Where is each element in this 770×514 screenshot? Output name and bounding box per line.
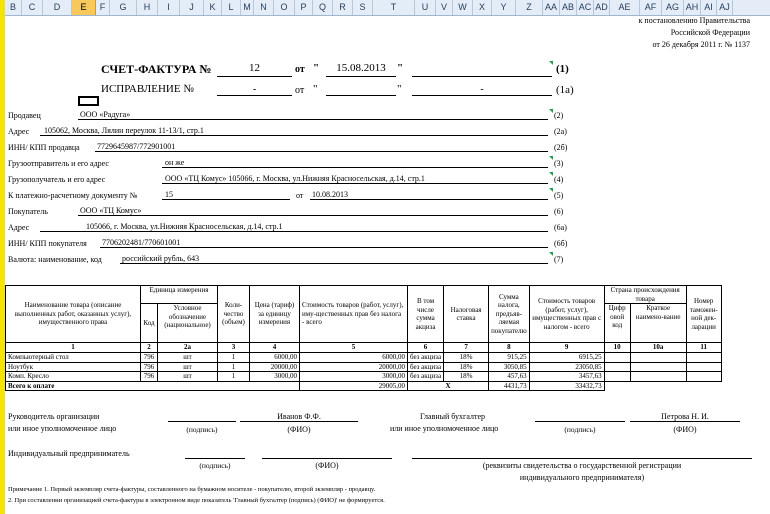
reference-line-2: Российской Федерации bbox=[670, 28, 750, 37]
payment-doc-value[interactable]: 15 bbox=[165, 190, 173, 199]
column-header-r[interactable]: R bbox=[333, 0, 353, 15]
buyer-address-label: Адрес bbox=[8, 223, 30, 232]
colnum-3: 3 bbox=[218, 343, 250, 353]
header-rate: Налоговая ставка bbox=[444, 286, 489, 343]
colnum-1: 1 bbox=[6, 343, 141, 353]
consignee-code: (4) bbox=[554, 175, 564, 184]
correction-quote-open: " bbox=[313, 83, 318, 95]
header-customs: Номер таможен-ной дек-ларации bbox=[686, 286, 721, 343]
buyer-address-value[interactable]: 105066, г. Москва, ул.Нижняя Красносельская, д.14, стр.1 bbox=[86, 222, 283, 231]
row-excise[interactable]: без акциза bbox=[408, 372, 444, 382]
row-rate[interactable]: 18% bbox=[444, 353, 489, 363]
correction-date-dash[interactable]: - bbox=[480, 84, 484, 95]
column-header-u[interactable]: U bbox=[415, 0, 436, 15]
header-unit-name: Условное обозначение (национальное) bbox=[158, 304, 218, 343]
head-sign-caption: (подпись) bbox=[186, 425, 218, 434]
total-cost[interactable]: 29005,00 bbox=[300, 381, 408, 391]
header-name: Наименование товара (описание выполненных работ, оказанных услуг), имущественного права bbox=[6, 286, 141, 343]
seller-inn-value[interactable]: 7729645987/772901001 bbox=[97, 142, 176, 151]
colnum-2: 2 bbox=[141, 343, 158, 353]
column-header-ab[interactable]: AB bbox=[560, 0, 577, 15]
column-header-l[interactable]: L bbox=[222, 0, 241, 15]
row-header-bar bbox=[0, 0, 5, 514]
column-header-m[interactable]: M bbox=[241, 0, 254, 15]
row-code[interactable]: 796 bbox=[141, 372, 158, 382]
row-name[interactable]: Ноутбук bbox=[6, 362, 141, 372]
shipper-label: Грузоотправитель и его адрес bbox=[8, 159, 109, 168]
correction-quote-close: " bbox=[397, 83, 402, 95]
correction-code: (1а) bbox=[556, 84, 574, 96]
accountant-fio-caption: (ФИО) bbox=[673, 425, 697, 434]
invoice-code: (1) bbox=[556, 63, 569, 75]
address-value[interactable]: 105062, Москва, Лялин переулок 11-13/1, стр.1 bbox=[44, 126, 204, 135]
seller-code: (2) bbox=[554, 111, 564, 120]
currency-label: Валюта: наименование, код bbox=[8, 255, 102, 264]
column-header-h[interactable]: H bbox=[137, 0, 158, 15]
column-header-d[interactable]: D bbox=[43, 0, 72, 15]
column-header-aa[interactable]: AA bbox=[543, 0, 560, 15]
invoice-number[interactable]: 12 bbox=[249, 62, 260, 74]
row-tax[interactable]: 3050,85 bbox=[489, 362, 530, 372]
currency-value[interactable]: российский рубль, 643 bbox=[122, 254, 200, 263]
column-header-s[interactable]: S bbox=[353, 0, 373, 15]
seller-value[interactable]: ООО «Радуга» bbox=[80, 110, 131, 119]
total-amount[interactable]: 33432,73 bbox=[529, 381, 604, 391]
total-excise: X bbox=[408, 381, 489, 391]
reference-line-1: к постановлению Правительства bbox=[638, 16, 750, 25]
shipper-value[interactable]: он же bbox=[165, 158, 185, 167]
column-header-j[interactable]: J bbox=[180, 0, 204, 15]
total-label: Всего к оплате bbox=[6, 381, 300, 391]
header-unit: Единица измерения bbox=[141, 286, 218, 304]
total-row[interactable] bbox=[6, 381, 722, 391]
column-header-p[interactable]: P bbox=[295, 0, 313, 15]
column-header-ag[interactable]: AG bbox=[662, 0, 684, 15]
ip-label: Индивидуальный предприниматель bbox=[8, 449, 130, 458]
row-cost[interactable]: 20000,00 bbox=[300, 362, 408, 372]
header-tax: Сумма налога, предъяв-ляемая покупателю bbox=[489, 286, 530, 343]
invoice-from-label: от bbox=[295, 64, 305, 75]
row-qty[interactable]: 1 bbox=[218, 353, 250, 363]
active-cell-cursor[interactable] bbox=[78, 96, 99, 106]
header-cost: Стоимость товаров (работ, услуг), иму-щественных прав без налога - всего bbox=[300, 286, 408, 343]
accountant-name[interactable]: Петрова Н. И. bbox=[661, 412, 709, 421]
row-unit[interactable]: шт bbox=[158, 372, 218, 382]
head-label-1: Руководитель организации bbox=[8, 412, 100, 421]
header-unit-code: Код bbox=[141, 304, 158, 343]
column-header-t[interactable]: T bbox=[373, 0, 415, 15]
seller-inn-code: (2б) bbox=[554, 143, 568, 152]
row-price[interactable]: 20000,00 bbox=[250, 362, 300, 372]
payment-doc-date[interactable]: 10.08.2013 bbox=[312, 190, 348, 199]
row-total[interactable]: 23050,85 bbox=[529, 362, 604, 372]
header-total: Стоимость товаров (работ, услуг), имущественных прав с налогом - всего bbox=[529, 286, 604, 343]
row-total[interactable]: 6915,25 bbox=[529, 353, 604, 363]
header-excise: В том числе сумма акциза bbox=[408, 286, 444, 343]
header-price: Цена (тариф) за единицу измерения bbox=[250, 286, 300, 343]
column-header-q[interactable]: Q bbox=[313, 0, 333, 15]
colnum-9: 9 bbox=[529, 343, 604, 353]
column-header-ac[interactable]: AC bbox=[577, 0, 594, 15]
row-excise[interactable]: без акциза bbox=[408, 353, 444, 363]
invoice-title: СЧЕТ-ФАКТУРА № bbox=[101, 62, 212, 76]
column-header-ae[interactable]: AE bbox=[610, 0, 640, 15]
row-excise[interactable]: без акциза bbox=[408, 362, 444, 372]
ip-cert-line-1: (реквизиты свидетельства о государственной регистрации bbox=[482, 461, 682, 470]
table-row[interactable] bbox=[6, 372, 722, 382]
invoice-date[interactable]: 15.08.2013 bbox=[336, 62, 386, 74]
row-name[interactable]: Компьютерный стол bbox=[6, 353, 141, 363]
column-header-o[interactable]: O bbox=[274, 0, 295, 15]
column-header-ai[interactable]: AI bbox=[701, 0, 717, 15]
note-2: 2. При составлении организацией счета-фактуры в электронном виде показатель 'Главный бухгалтер (подпись) (ФИО)' не формируется. bbox=[8, 497, 385, 504]
column-header-y[interactable]: Y bbox=[492, 0, 516, 15]
header-country-name: Краткое наимено-вание bbox=[630, 304, 686, 343]
shipper-code: (3) bbox=[554, 159, 564, 168]
row-total[interactable]: 3457,63 bbox=[529, 372, 604, 382]
row-rate[interactable]: 18% bbox=[444, 372, 489, 382]
row-tax[interactable]: 457,63 bbox=[489, 372, 530, 382]
total-tax[interactable]: 4431,73 bbox=[489, 381, 530, 391]
column-header-g[interactable]: G bbox=[110, 0, 137, 15]
colnum-8: 8 bbox=[489, 343, 530, 353]
buyer-value[interactable]: ООО «ТЦ Комус» bbox=[80, 206, 142, 215]
accountant-sign-caption: (подпись) bbox=[564, 425, 596, 434]
seller-inn-label: ИНН/ КПП продавца bbox=[8, 143, 80, 152]
consignee-value[interactable]: ООО «ТЦ Комус» 105066, г. Москва, ул.Нижняя Красносельская, д.14, стр.1 bbox=[165, 174, 425, 183]
column-header-z[interactable]: Z bbox=[516, 0, 543, 15]
row-price[interactable]: 6000,00 bbox=[250, 353, 300, 363]
column-header-e[interactable]: E bbox=[72, 0, 96, 15]
head-label-2: или иное уполномоченное лицо bbox=[8, 424, 117, 433]
colnum-7: 7 bbox=[444, 343, 489, 353]
reference-line-3: от 26 декабря 2011 г. № 1137 bbox=[652, 40, 750, 49]
colnum-11: 11 bbox=[686, 343, 721, 353]
note-1: Примечание 1. Первый экземпляр счета-фактуры, составленного на бумажном носителе - покупателю, второй экземпляр - продавцу. bbox=[8, 486, 376, 493]
row-price[interactable]: 3000,00 bbox=[250, 372, 300, 382]
column-header-b[interactable]: B bbox=[5, 0, 22, 15]
row-code[interactable]: 796 bbox=[141, 353, 158, 363]
table-row[interactable] bbox=[6, 353, 722, 363]
buyer-inn-value[interactable]: 7706202481/770601001 bbox=[102, 238, 181, 247]
column-header-f[interactable]: F bbox=[96, 0, 110, 15]
consignee-label: Грузополучатель и его адрес bbox=[8, 175, 106, 184]
correction-number[interactable]: - bbox=[252, 84, 257, 95]
address-label: Адрес bbox=[8, 127, 30, 136]
goods-table bbox=[5, 285, 722, 391]
column-header-k[interactable]: K bbox=[204, 0, 222, 15]
header-qty: Коли-чество (объем) bbox=[218, 286, 250, 343]
header-country: Страна происхождения товара bbox=[604, 286, 686, 304]
row-cost[interactable]: 6000,00 bbox=[300, 353, 408, 363]
invoice-quote-close: " bbox=[397, 62, 404, 74]
payment-doc-from: от bbox=[296, 191, 304, 200]
colnum-10: 10 bbox=[604, 343, 630, 353]
correction-from-label: от bbox=[295, 85, 305, 96]
ip-cert-line-2: индивидуального предпринимателя) bbox=[519, 473, 645, 482]
header-country-code: Цифр овой код bbox=[604, 304, 630, 343]
column-header-x[interactable]: X bbox=[473, 0, 492, 15]
column-header-c[interactable]: C bbox=[22, 0, 43, 15]
column-header-strip bbox=[5, 0, 770, 16]
column-header-aj[interactable]: AJ bbox=[717, 0, 733, 15]
column-header-ad[interactable]: AD bbox=[594, 0, 610, 15]
accountant-label-1: Главный бухгалтер bbox=[420, 412, 485, 421]
invoice-quote-open: " bbox=[313, 62, 320, 74]
column-header-ah[interactable]: AH bbox=[684, 0, 701, 15]
row-name[interactable]: Комп. Кресло bbox=[6, 372, 141, 382]
head-fio-caption: (ФИО) bbox=[287, 425, 311, 434]
buyer-inn-label: ИНН/ КПП покупателя bbox=[8, 239, 87, 248]
row-unit[interactable]: шт bbox=[158, 362, 218, 372]
row-cost[interactable]: 3000,00 bbox=[300, 372, 408, 382]
buyer-label: Покупатель bbox=[8, 207, 48, 216]
row-qty[interactable]: 1 bbox=[218, 372, 250, 382]
row-qty[interactable]: 1 bbox=[218, 362, 250, 372]
column-header-i[interactable]: I bbox=[158, 0, 180, 15]
column-header-n[interactable]: N bbox=[254, 0, 274, 15]
buyer-inn-code: (6б) bbox=[554, 239, 568, 248]
column-header-v[interactable]: V bbox=[436, 0, 453, 15]
payment-doc-label: К платежно-расчетному документу № bbox=[8, 191, 138, 200]
colnum-2a: 2а bbox=[158, 343, 218, 353]
colnum-10a: 10а bbox=[630, 343, 686, 353]
currency-code: (7) bbox=[554, 255, 564, 264]
head-name[interactable]: Иванов Ф.Ф. bbox=[277, 412, 321, 421]
accountant-label-2: или иное уполномоченное лицо bbox=[390, 424, 499, 433]
row-unit[interactable]: шт bbox=[158, 353, 218, 363]
colnum-4: 4 bbox=[250, 343, 300, 353]
ip-sign-caption: (подпись) bbox=[199, 461, 231, 470]
buyer-code: (6) bbox=[554, 207, 564, 216]
column-header-w[interactable]: W bbox=[453, 0, 473, 15]
column-header-af[interactable]: AF bbox=[640, 0, 662, 15]
address-code: (2а) bbox=[554, 127, 567, 136]
colnum-5: 5 bbox=[300, 343, 408, 353]
row-rate[interactable]: 18% bbox=[444, 362, 489, 372]
colnum-6: 6 bbox=[408, 343, 444, 353]
correction-title: ИСПРАВЛЕНИЕ № bbox=[101, 83, 194, 95]
ip-fio-caption: (ФИО) bbox=[315, 461, 339, 470]
buyer-address-code: (6а) bbox=[554, 223, 567, 232]
payment-doc-code: (5) bbox=[554, 191, 564, 200]
row-tax[interactable]: 915,25 bbox=[489, 353, 530, 363]
row-code[interactable]: 796 bbox=[141, 362, 158, 372]
seller-label: Продавец bbox=[8, 111, 41, 120]
table-row[interactable] bbox=[6, 362, 722, 372]
